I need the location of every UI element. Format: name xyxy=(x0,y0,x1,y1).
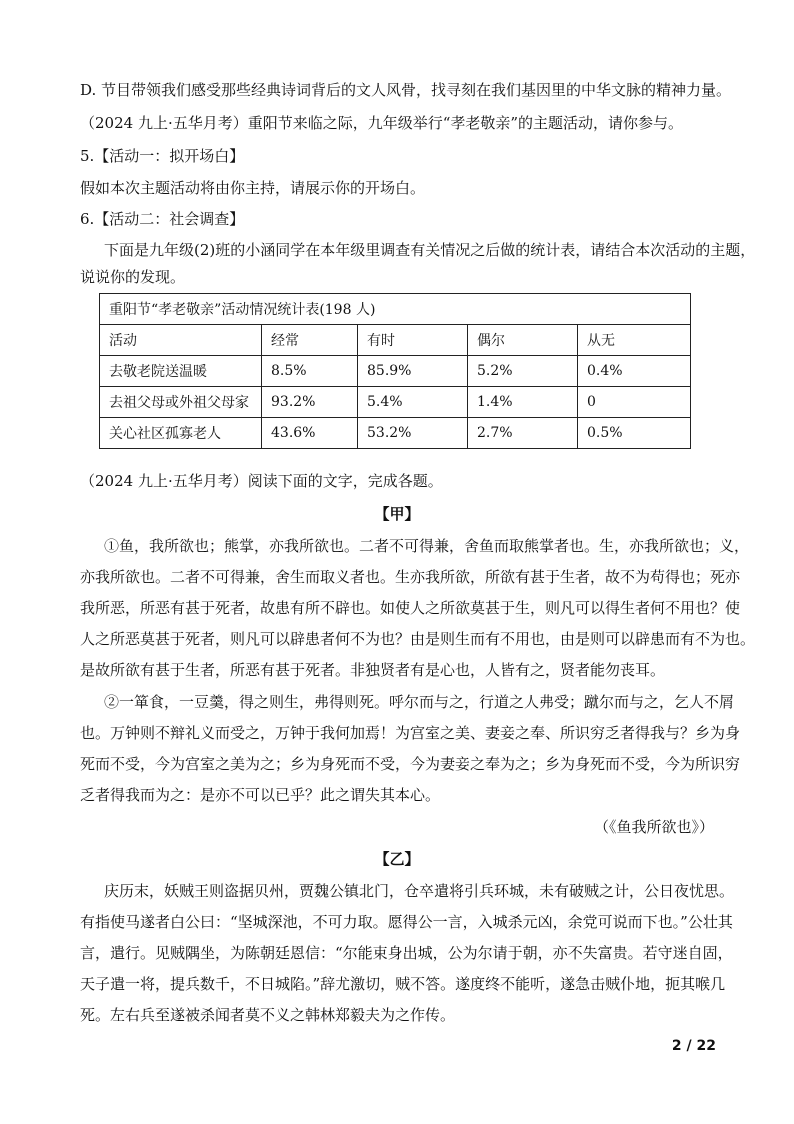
table-cell: 93.2% xyxy=(262,387,358,418)
question-6-prompt-2: 说说你的发现。 xyxy=(80,268,186,286)
table-cell: 关心社区孤寡老人 xyxy=(100,418,262,449)
passage-jia-line: 也。万钟则不辩礼义而受之，万钟于我何加焉！为宫室之美、妻妾之奉、所识穷乏者得我与？乡为身 xyxy=(80,724,741,742)
passage-yi-title: 【乙】 xyxy=(374,850,420,868)
passage-yi-line: 天子遣一将，提兵数千，不日城陷。”辞尤激切，贼不答。遂度终不能听，遂急击贼仆地，扼其喉几 xyxy=(80,975,726,993)
table-cell: 5.4% xyxy=(358,387,468,418)
table-cell: 0.5% xyxy=(578,418,691,449)
table-cell: 0 xyxy=(578,387,691,418)
option-d-text: D. 节目带领我们感受那些经典诗词背后的文人风骨，找寻刻在我们基因里的中华文脉的精神力量。 xyxy=(80,81,732,99)
question-6-title: 6.【活动二：社会调查】 xyxy=(80,210,245,228)
table-row xyxy=(100,387,691,418)
passage-jia-source: （《鱼我所欲也》） xyxy=(593,818,714,836)
passage-yi-line: 言，遣行。见贼隅坐，为陈朝廷恩信：“尔能束身出城，公为尔请于朝，亦不失富贵。若守迷自固， xyxy=(80,944,733,962)
passage-yi-line: 有指使马遂者白公曰：“坚城深池，不可力取。愿得公一言，入城杀元凶，余党可说而下也。”公壮其 xyxy=(80,913,733,931)
passage-jia-line: ②一箪食，一豆羹，得之则生，弗得则死。呼尔而与之，行道之人弗受；蹴尔而与之，乞人不屑 xyxy=(104,693,735,711)
table-row xyxy=(100,356,691,387)
table-row xyxy=(100,418,691,449)
statistics-table xyxy=(99,293,691,449)
table-title: 重阳节“孝老敬亲”活动情况统计表(198 人) xyxy=(100,294,691,325)
table-header-cell: 从无 xyxy=(578,325,691,356)
passage-yi-line: 死。左右兵至遂被杀闻者莫不义之韩林郑毅夫为之作传。 xyxy=(80,1006,456,1024)
passage-jia-line: 人之所恶莫甚于死者，则凡可以辟患者何不为也？由是则生而有不用也，由是则可以辟患而有不为也。 xyxy=(80,630,756,648)
passage-jia-line: 死而不受，今为宫室之美为之；乡为身死而不受，今为妻妾之奉为之；乡为身死而不受，今为所识穷 xyxy=(80,755,741,773)
table-cell: 43.6% xyxy=(262,418,358,449)
table-header-cell: 有时 xyxy=(358,325,468,356)
passage-jia-line: 我所恶，所恶有甚于死者，故患有所不辟也。如使人之所欲莫甚于生，则凡可以得生者何不用也？使 xyxy=(80,599,741,617)
table-cell: 0.4% xyxy=(578,356,691,387)
passage-jia-line: 亦我所欲也。二者不可得兼，舍生而取义者也。生亦我所欲，所欲有甚于生者，故不为苟得也；死亦 xyxy=(80,568,741,586)
source-note-1: （2024 九上·五华月考）重阳节来临之际，九年级举行“孝老敬亲”的主题活动，请你参与。 xyxy=(80,114,684,132)
table-cell: 85.9% xyxy=(358,356,468,387)
question-5-title: 5.【活动一：拟开场白】 xyxy=(80,147,245,165)
passage-yi-line: 庆历末，妖贼王则盗据贝州，贾魏公镇北门，仓卒遣将引兵环城，未有破贼之计，公日夜忧思。 xyxy=(104,882,735,900)
table-header-cell: 经常 xyxy=(262,325,358,356)
table-header-row xyxy=(100,325,691,356)
source-note-2: （2024 九上·五华月考）阅读下面的文字，完成各题。 xyxy=(80,472,443,490)
table-cell: 8.5% xyxy=(262,356,358,387)
question-5-prompt: 假如本次主题活动将由你主持，请展示你的开场白。 xyxy=(80,179,426,197)
table-cell: 去敬老院送温暖 xyxy=(100,356,262,387)
passage-jia-line: ①鱼，我所欲也；熊掌，亦我所欲也。二者不可得兼，舍鱼而取熊掌者也。生，亦我所欲也；义， xyxy=(104,537,750,555)
table-title-row xyxy=(100,294,691,325)
table-cell: 2.7% xyxy=(468,418,578,449)
table-cell: 1.4% xyxy=(468,387,578,418)
table-cell: 5.2% xyxy=(468,356,578,387)
table-header-cell: 活动 xyxy=(100,325,262,356)
question-6-prompt-1: 下面是九年级(2)班的小涵同学在本年级里调查有关情况之后做的统计表，请结合本次活动的主题， xyxy=(104,241,756,259)
passage-jia-line: 乏者得我而为之：是亦不可以已乎？此之谓失其本心。 xyxy=(80,786,441,804)
table-header-cell: 偶尔 xyxy=(468,325,578,356)
table-cell: 去祖父母或外祖父母家 xyxy=(100,387,262,418)
page-number: 2 / 22 xyxy=(671,1038,716,1054)
passage-jia-line: 是故所欲有甚于生者，所恶有甚于死者。非独贤者有是心也，人皆有之，贤者能勿丧耳。 xyxy=(80,661,666,679)
table-cell: 53.2% xyxy=(358,418,468,449)
passage-jia-title: 【甲】 xyxy=(374,505,420,523)
